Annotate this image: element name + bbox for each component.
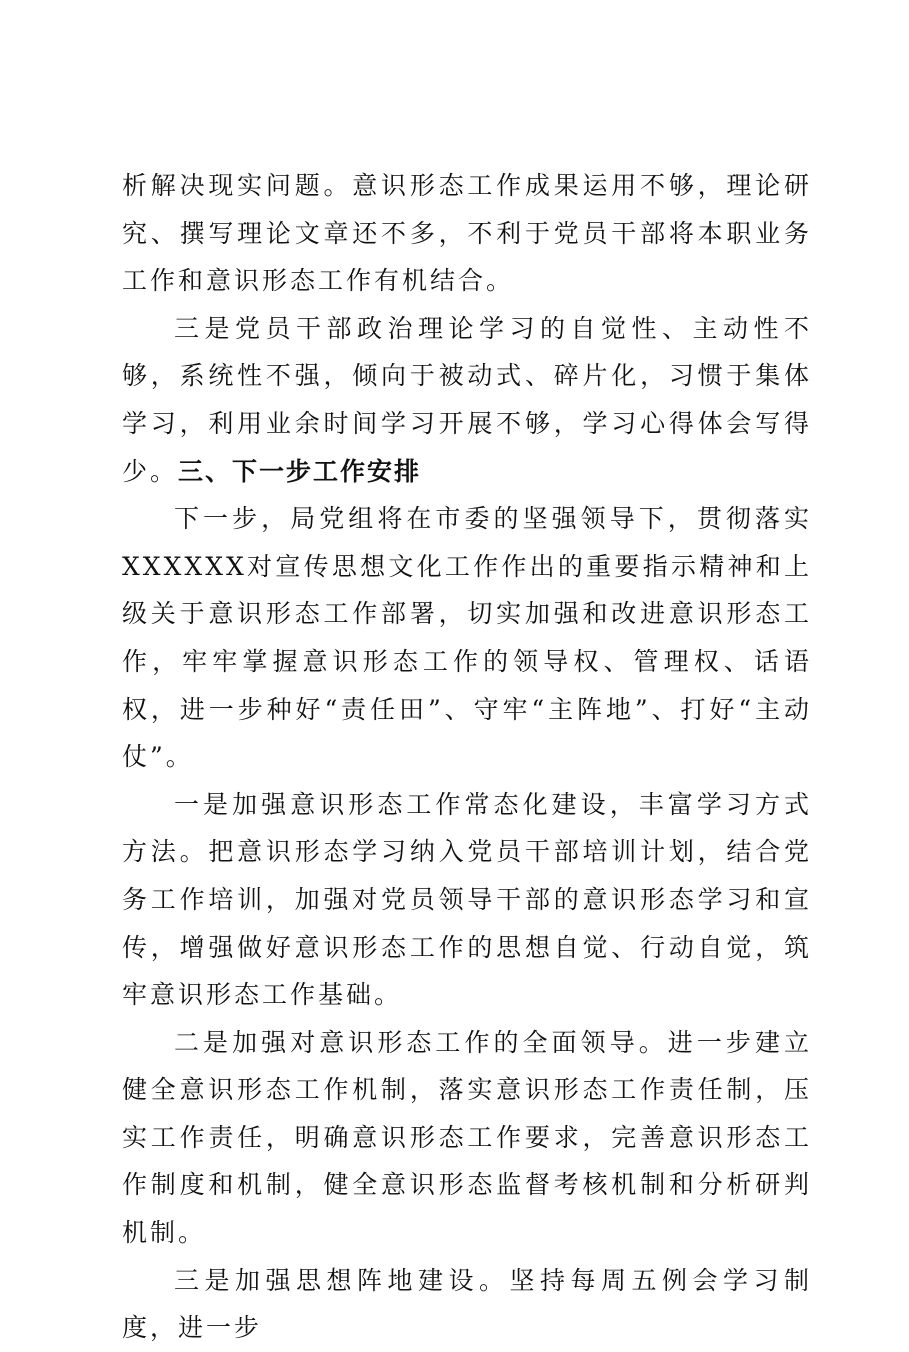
paragraph-study-issue xyxy=(122,305,812,495)
paragraph-measure-three: 三是加强思想阵地建设。坚持每周五例会学习制度，进一步 xyxy=(122,1265,812,1343)
paragraph-study-issue-text: 三是党员干部政治理论学习的自觉性、主动性不够，系统性不强，倾向于被动式、碎片化，习惯于集体学习，利用业余时间学习开展不够，学习心得体会写得少。 xyxy=(122,313,812,486)
section-heading-next-steps: 三、下一步工作安排 xyxy=(178,456,422,486)
paragraph-continuation: 析解决现实问题。意识形态工作成果运用不够，理论研究、撰写理论文章还不多，不利于党员干部将本职业务工作和意识形态工作有机结合。 xyxy=(122,171,812,296)
paragraph-measure-two: 二是加强对意识形态工作的全面领导。进一步建立健全意识形态工作机制，落实意识形态工作责任制，压实工作责任，明确意识形态工作要求，完善意识形态工作制度和机制，健全意识形态监督考核机制和分析研判机制。 xyxy=(122,1027,812,1248)
paragraph-next-step-intro: 下一步，局党组将在市委的坚强领导下，贯彻落实XXXXXX对宣传思想文化工作作出的重要指示精神和上级关于意识形态工作部署，切实加强和改进意识形态工作，牢牢掌握意识形态工作的领导权、管理权、话语权，进一步种好“责任田”、守牢“主阵地”、打好“主动仗”。 xyxy=(122,504,812,772)
paragraph-measure-one: 一是加强意识形态工作常态化建设，丰富学习方式方法。把意识形态学习纳入党员干部培训计划，结合党务工作培训，加强对党员领导干部的意识形态学习和宣传，增强做好意识形态工作的思想自觉、行动自觉，筑牢意识形态工作基础。 xyxy=(122,789,812,1010)
document-body xyxy=(122,162,812,1352)
